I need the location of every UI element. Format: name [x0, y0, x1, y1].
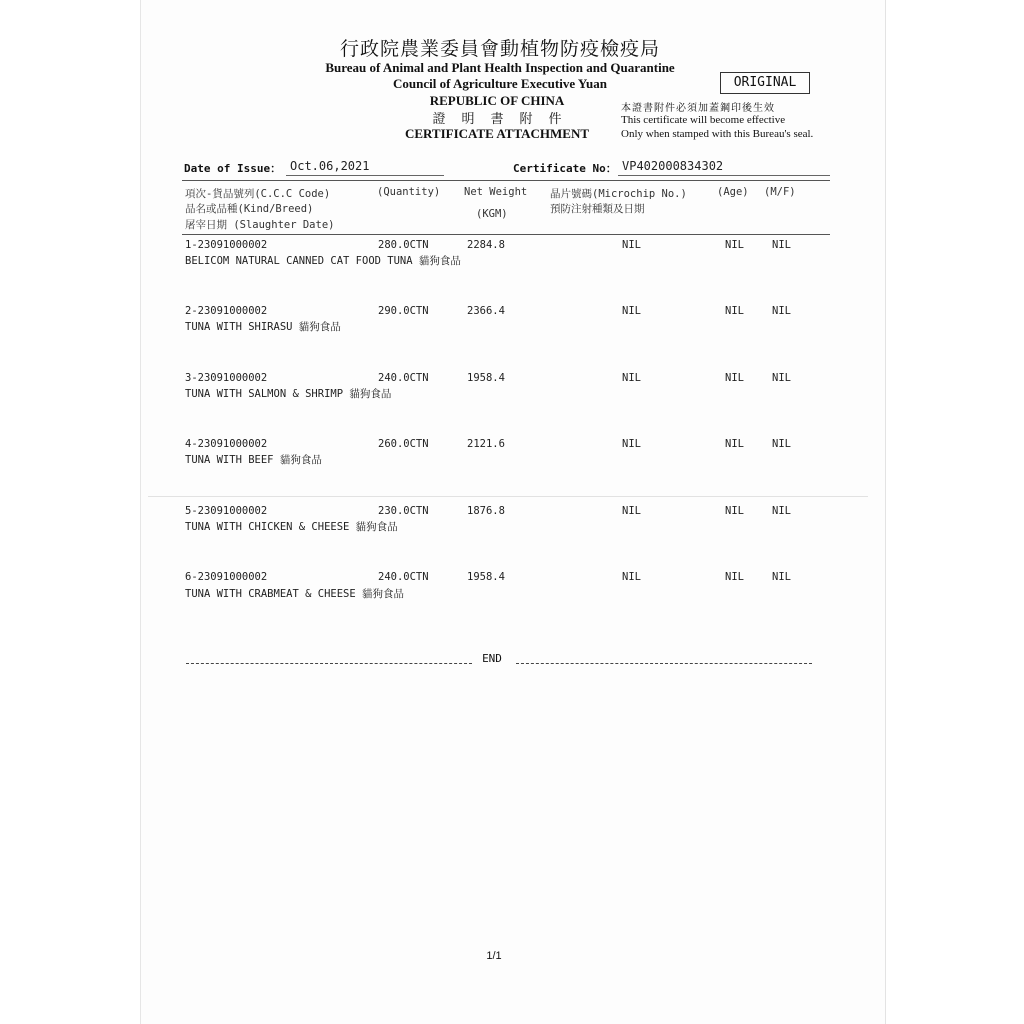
row-5-sex: NIL: [772, 505, 791, 517]
row-4-weight: 2121.6: [467, 438, 505, 450]
row-5-microchip: NIL: [622, 505, 641, 517]
col-header-net-weight: Net Weight: [464, 186, 528, 198]
row-3-description: TUNA WITH SALMON & SHRIMP 貓狗食品: [185, 388, 392, 400]
validity-note-zh: 本證書附件必須加蓋鋼印後生效: [621, 103, 775, 114]
row-2-quantity: 290.0CTN: [378, 305, 429, 317]
col-header-sex: (M/F): [764, 186, 796, 198]
col-header-slaughter-date: 屠宰日期 (Slaughter Date): [185, 219, 335, 231]
original-stamp: ORIGINAL: [720, 72, 810, 94]
attachment-title-zh: 證明書附件: [432, 112, 578, 127]
col-header-microchip: 晶片號碼(Microchip No.): [550, 188, 687, 200]
certificate-no-value: VP402000834302: [622, 159, 724, 173]
end-label: END: [482, 652, 502, 665]
row-4-code: 4-23091000002: [185, 438, 268, 450]
agency-title-en: Bureau of Animal and Plant Health Inspection and Quarantine: [325, 60, 675, 75]
row-2-description: TUNA WITH SHIRASU 貓狗食品: [185, 321, 341, 333]
validity-note-en-1: This certificate will become effective: [621, 114, 786, 126]
row-3-sex: NIL: [772, 372, 791, 384]
col-header-kind: 品名或品種(Kind/Breed): [185, 203, 314, 215]
row-5-quantity: 230.0CTN: [378, 505, 429, 517]
row-6-microchip: NIL: [622, 571, 641, 583]
row-4-quantity: 260.0CTN: [378, 438, 429, 450]
page-number: 1/1: [486, 950, 502, 962]
row-1-sex: NIL: [772, 239, 791, 251]
row-2-microchip: NIL: [622, 305, 641, 317]
row-6-description: TUNA WITH CRABMEAT & CHEESE 貓狗食品: [185, 588, 405, 600]
row-3-microchip: NIL: [622, 372, 641, 384]
row-4-age: NIL: [725, 438, 744, 450]
row-3-weight: 1958.4: [467, 372, 505, 384]
date-of-issue-label: Date of Issue：: [184, 162, 282, 175]
row-1-age: NIL: [725, 239, 744, 251]
row-3-age: NIL: [725, 372, 744, 384]
row-1-code: 1-23091000002: [185, 239, 268, 251]
row-1-quantity: 280.0CTN: [378, 239, 429, 251]
col-header-item-code: 項次-貨品號列(C.C.C Code): [185, 188, 331, 200]
row-5-weight: 1876.8: [467, 505, 505, 517]
attachment-title-en: CERTIFICATE ATTACHMENT: [404, 126, 590, 141]
date-underline: [286, 175, 444, 176]
row-6-sex: NIL: [772, 571, 791, 583]
row-5-code: 5-23091000002: [185, 505, 268, 517]
row-2-weight: 2366.4: [467, 305, 505, 317]
col-header-age: (Age): [717, 186, 749, 198]
row-4-microchip: NIL: [622, 438, 641, 450]
certificate-no-label: Certificate No：: [513, 162, 617, 175]
row-1-description: BELICOM NATURAL CANNED CAT FOOD TUNA 貓狗食品: [185, 255, 461, 267]
row-2-code: 2-23091000002: [185, 305, 268, 317]
council-title: Council of Agriculture Executive Yuan: [392, 76, 608, 91]
row-3-quantity: 240.0CTN: [378, 372, 429, 384]
row-2-sex: NIL: [772, 305, 791, 317]
row-1-microchip: NIL: [622, 239, 641, 251]
col-header-weight-unit: (KGM): [476, 208, 508, 220]
row-6-quantity: 240.0CTN: [378, 571, 429, 583]
row-6-code: 6-23091000002: [185, 571, 268, 583]
row-6-weight: 1958.4: [467, 571, 505, 583]
col-header-vaccination: 預防注射種類及日期: [550, 203, 645, 215]
end-dash-left: [186, 663, 472, 664]
page-fold-line: [148, 496, 868, 497]
country-title: REPUBLIC OF CHINA: [429, 93, 565, 108]
row-1-weight: 2284.8: [467, 239, 505, 251]
certificate-no-underline: [618, 175, 830, 176]
row-6-age: NIL: [725, 571, 744, 583]
row-5-age: NIL: [725, 505, 744, 517]
validity-note-en-2: Only when stamped with this Bureau's seal.: [621, 128, 814, 140]
col-header-quantity: (Quantity): [377, 186, 441, 198]
row-2-age: NIL: [725, 305, 744, 317]
end-dash-right: [516, 663, 812, 664]
date-of-issue-value: Oct.06,2021: [290, 159, 370, 173]
row-4-description: TUNA WITH BEEF 貓狗食品: [185, 454, 322, 466]
row-3-code: 3-23091000002: [185, 372, 268, 384]
table-header-rule: [182, 234, 830, 235]
row-5-description: TUNA WITH CHICKEN & CHEESE 貓狗食品: [185, 521, 398, 533]
table-top-rule: [182, 180, 830, 181]
row-4-sex: NIL: [772, 438, 791, 450]
agency-title-zh: 行政院農業委員會動植物防疫檢疫局: [339, 38, 660, 60]
